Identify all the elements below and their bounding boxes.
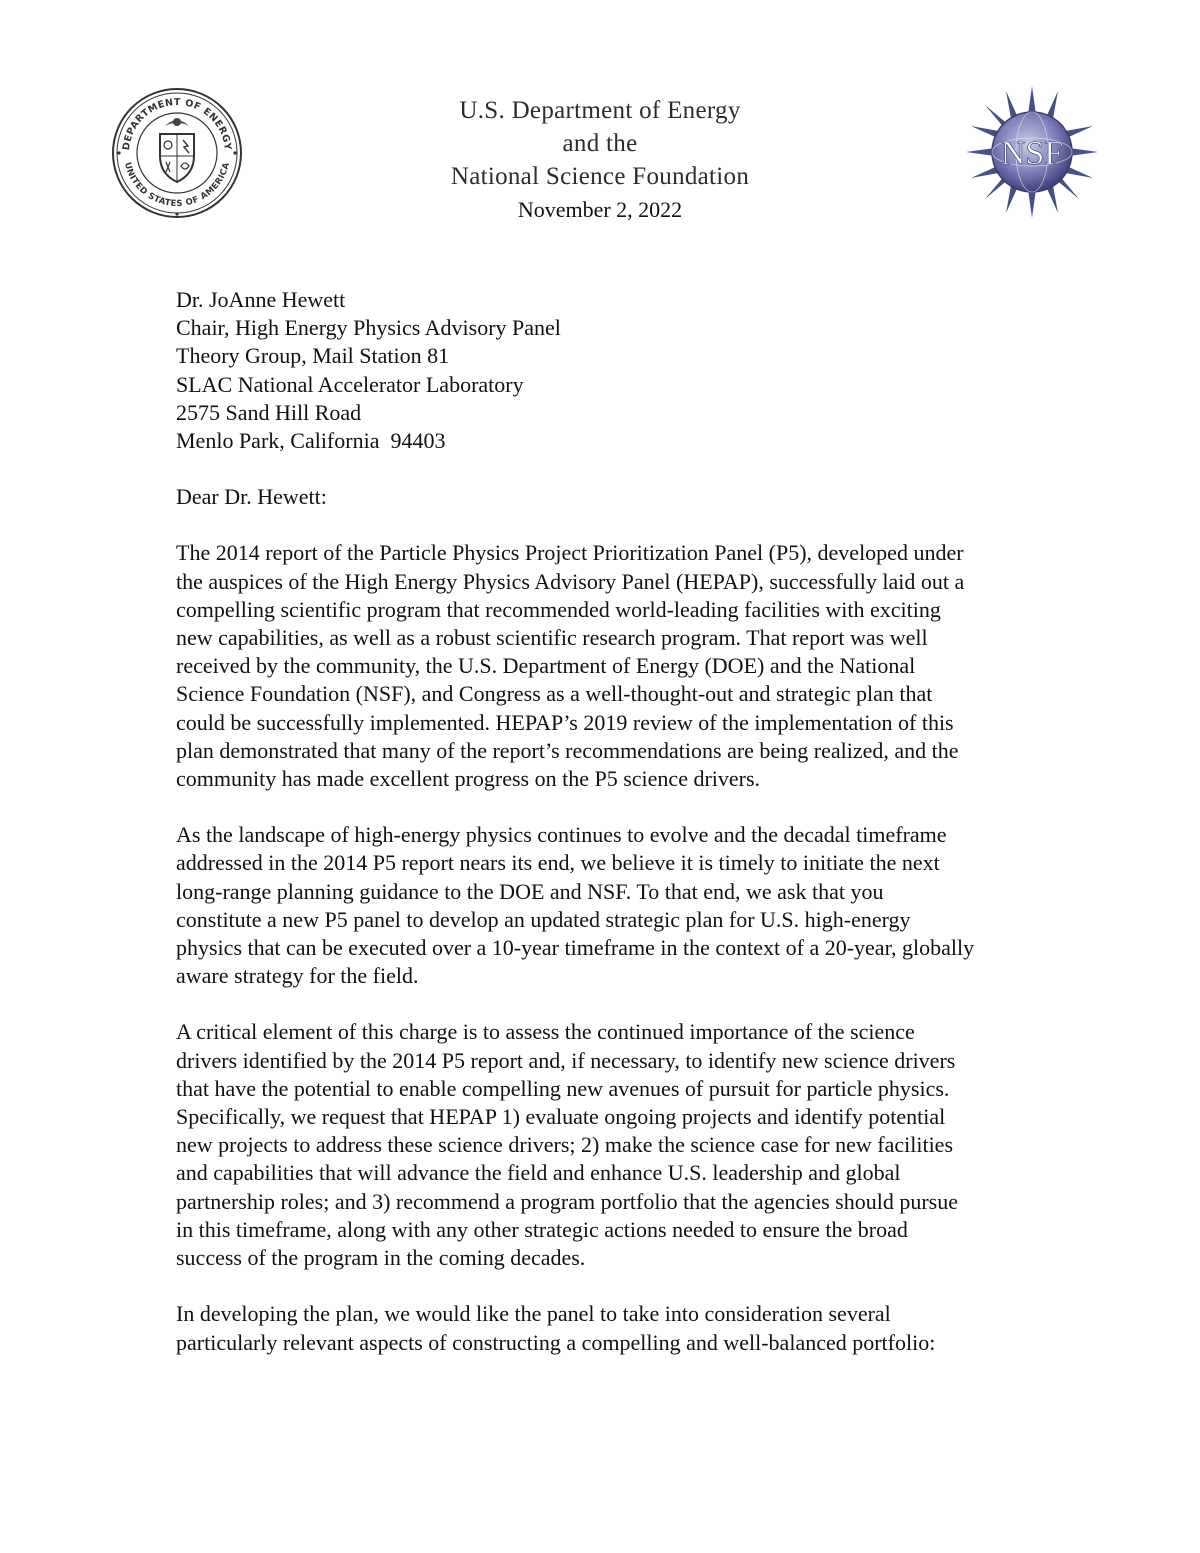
nsf-seal-text: NSF [1000,135,1064,172]
text-line: Science Foundation (NSF), and Congress as a well-thought-out and strategic plan that [176,681,933,707]
text-line: Specifically, we request that HEPAP 1) evaluate ongoing projects and identify potential [176,1104,946,1130]
letter-date: November 2, 2022 [517,197,683,222]
paragraph-3 [176,1018,1046,1272]
doe-seal-icon [110,86,244,220]
text-line: physics that can be executed over a 10-year timeframe in the context of a 20-year, globally [176,935,975,961]
paragraph-2 [176,821,1046,990]
text-line: As the landscape of high-energy physics continues to evolve and the decadal timeframe [176,822,947,848]
doe-ring-top: DEPARTMENT OF ENERGY [120,96,234,151]
text-line: the auspices of the High Energy Physics Advisory Panel (HEPAP), successfully laid out a [176,568,965,594]
letterhead-line-2: and the [562,130,638,157]
text-line: new capabilities, as well as a robust scientific research program. That report was well [176,625,928,651]
salutation: Dear Dr. Hewett: [176,484,327,510]
paragraph-1 [176,539,1046,793]
address-line: Dr. JoAnne Hewett [176,287,346,312]
text-line: long-range planning guidance to the DOE and NSF. To that end, we ask that you [176,878,884,904]
text-line: In developing the plan, we would like the panel to take into consideration several [176,1301,891,1327]
text-line: success of the program in the coming decades. [176,1245,586,1271]
text-line: received by the community, the U.S. Department of Energy (DOE) and the National [176,653,916,679]
text-line: community has made excellent progress on the P5 science drivers. [176,766,761,792]
text-line: in this timeframe, along with any other strategic actions needed to ensure the broad [176,1216,908,1242]
text-line: The 2014 report of the Particle Physics Project Prioritization Panel (P5), developed under [176,540,964,566]
text-line: and capabilities that will advance the field and enhance U.S. leadership and global [176,1160,901,1186]
address-line: Theory Group, Mail Station 81 [176,343,450,369]
address-line: SLAC National Accelerator Laboratory [176,371,524,397]
text-line: could be successfully implemented. HEPAP’s 2019 review of the implementation of this [176,709,954,735]
address-line: Menlo Park, California 94403 [176,428,446,454]
text-line: particularly relevant aspects of constructing a compelling and well-balanced portfolio: [176,1329,936,1355]
recipient-address [176,286,1046,455]
text-line: aware strategy for the field. [176,963,419,989]
address-line: Chair, High Energy Physics Advisory Panel [176,315,561,341]
letter-body [176,286,1046,1357]
text-line: addressed in the 2014 P5 report nears its end, we believe it is timely to initiate the next [176,850,940,876]
text-line: constitute a new P5 panel to develop an updated strategic plan for U.S. high-energy [176,906,911,932]
text-line: new projects to address these science drivers; 2) make the science case for new facilities [176,1132,954,1158]
letterhead-line-1: U.S. Department of Energy [459,97,741,124]
letterhead-line-3: National Science Foundation [450,163,750,190]
nsf-seal-icon [962,82,1102,222]
text-line: compelling scientific program that recommended world-leading facilities with exciting [176,596,941,622]
letterhead [380,94,820,193]
text-line: partnership roles; and 3) recommend a program portfolio that the agencies should pursue [176,1188,958,1214]
address-line: 2575 Sand Hill Road [176,399,362,425]
paragraph-4 [176,1300,1046,1356]
text-line: plan demonstrated that many of the report’s recommendations are being realized, and the [176,737,959,763]
text-line: A critical element of this charge is to assess the continued importance of the science [176,1019,915,1045]
text-line: that have the potential to enable compelling new avenues of pursuit for particle physics. [176,1075,950,1101]
doe-ring-bottom: UNITED STATES OF AMERICA [121,161,233,210]
text-line: drivers identified by the 2014 P5 report and, if necessary, to identify new science drivers [176,1047,956,1073]
